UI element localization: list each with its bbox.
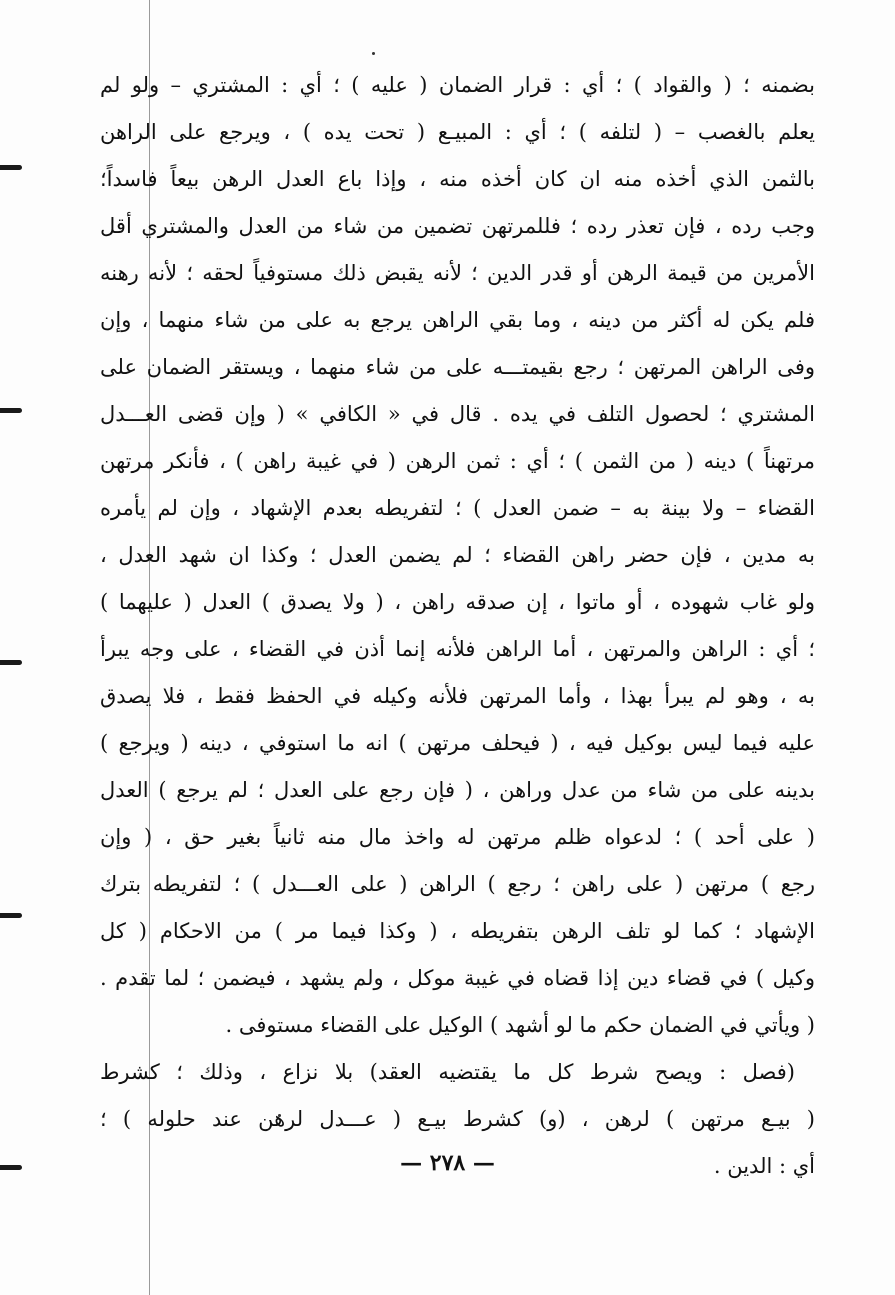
binding-hole-mark xyxy=(0,165,22,170)
text-line: الإشهاد ؛ كما لو تلف الرهن بتفريطه ، ( وكذا فيما مر ) من الاحكام ( كل xyxy=(100,919,815,943)
text-line: رجع ) مرتهن ( على راهن ؛ رجع ) الراهن ( على العـــدل ) ؛ لتفريطه بترك xyxy=(100,872,815,896)
text-line: القضاء – ولا بينة به – ضمن العدل ) ؛ لتفريطه بعدم الإشهاد ، وإن لم يأمره xyxy=(100,496,815,520)
binding-hole-mark xyxy=(0,913,22,918)
text-line: ( بيـع مرتهن ) لرهن ، (و) كشرط بيـع ( عـــدل لرهن عند حلوله ) ؛ xyxy=(100,1107,815,1131)
text-line: وكيل ) في قضاء دين إذا قضاه في غيبة موكل ، ولم يشهد ، فيضمن ؛ لما تقدم . xyxy=(100,966,815,990)
text-line: بدينه على من شاء من عدل وراهن ، ( فإن رجع على العدل ؛ لم يرجع ) العدل xyxy=(100,778,815,802)
text-line: عليه فيما ليس بوكيل فيه ، ( فيحلف مرتهن ) انه ما استوفي ، دينه ( ويرجع ) xyxy=(100,731,815,755)
text-line: المشتري ؛ لحصول التلف في يده . قال في « الكافي » ( وإن قضى العـــدل xyxy=(100,402,815,426)
text-line: ( ويأتي في الضمان حكم ما لو أشهد ) الوكيل على القضاء مستوفى . xyxy=(225,1013,815,1037)
scan-speck xyxy=(372,52,375,55)
text-line: به مدين ، فإن حضر راهن القضاء ؛ لم يضمن العدل ؛ وكذا ان شهد العدل ، xyxy=(100,543,815,567)
text-line: أي : الدين . xyxy=(713,1154,815,1178)
text-line: يعلم بالغصب – ( لتلفه ) ؛ أي : المبيـع ( تحت يده ) ، ويرجع على الراهن xyxy=(100,120,815,144)
page-number: — ٢٧٨ — xyxy=(400,1150,495,1176)
text-line: بضمنه ؛ ( والقواد ) ؛ أي : قرار الضمان ( عليه ) ؛ أي : المشتري – ولو لم xyxy=(100,73,815,97)
text-line: الأمرين من قيمة الرهن أو قدر الدين ؛ لأنه يقبض ذلك مستوفياً لحقه ؛ لأنه رهنه xyxy=(100,261,815,285)
text-line: وفى الراهن المرتهن ؛ رجع بقيمتـــه على من شاء منهما ، ويستقر الضمان على xyxy=(100,355,815,379)
binding-hole-mark xyxy=(0,660,22,665)
text-line: ؛ أي : الراهن والمرتهن ، أما الراهن فلأنه إنما أذن في القضاء ، على وجه يبرأ xyxy=(100,637,815,661)
section-heading-line: (فصل : ويصح شرط كل ما يقتضيه العقد) بلا نزاع ، وذلك ؛ كشرط xyxy=(100,1060,795,1084)
text-line: به ، وهو لم يبرأ بهذا ، وأما المرتهن فلأنه وكيله في الحفظ فقط ، فلا يصدق xyxy=(100,684,815,708)
text-line: مرتهناً ) دينه ( من الثمن ) ؛ أي : ثمن الرهن ( في غيبة راهن ) ، فأنكر مرتهن xyxy=(100,449,815,473)
body-text xyxy=(100,62,815,1190)
text-line: بالثمن الذي أخذه منه ان كان أخذه منه ، وإذا باع العدل الرهن بيعاً فاسداً؛ xyxy=(100,167,815,191)
text-line: ( على أحد ) ؛ لدعواه ظلم مرتهن له واخذ مال منه ثانياً بغير حق ، ( وإن xyxy=(100,825,815,849)
text-line: وجب رده ، فإن تعذر رده ؛ فللمرتهن تضمين من شاء من العدل والمشتري أقل xyxy=(100,214,815,238)
text-line: فلم يكن له أكثر من دينه ، وما بقي الراهن يرجع به على من شاء منهما ، وإن xyxy=(100,308,815,332)
text-line: ولو غاب شهوده ، أو ماتوا ، إن صدقه راهن ، ( ولا يصدق ) العدل ( عليهما ) xyxy=(100,590,815,614)
binding-hole-mark xyxy=(0,408,22,413)
